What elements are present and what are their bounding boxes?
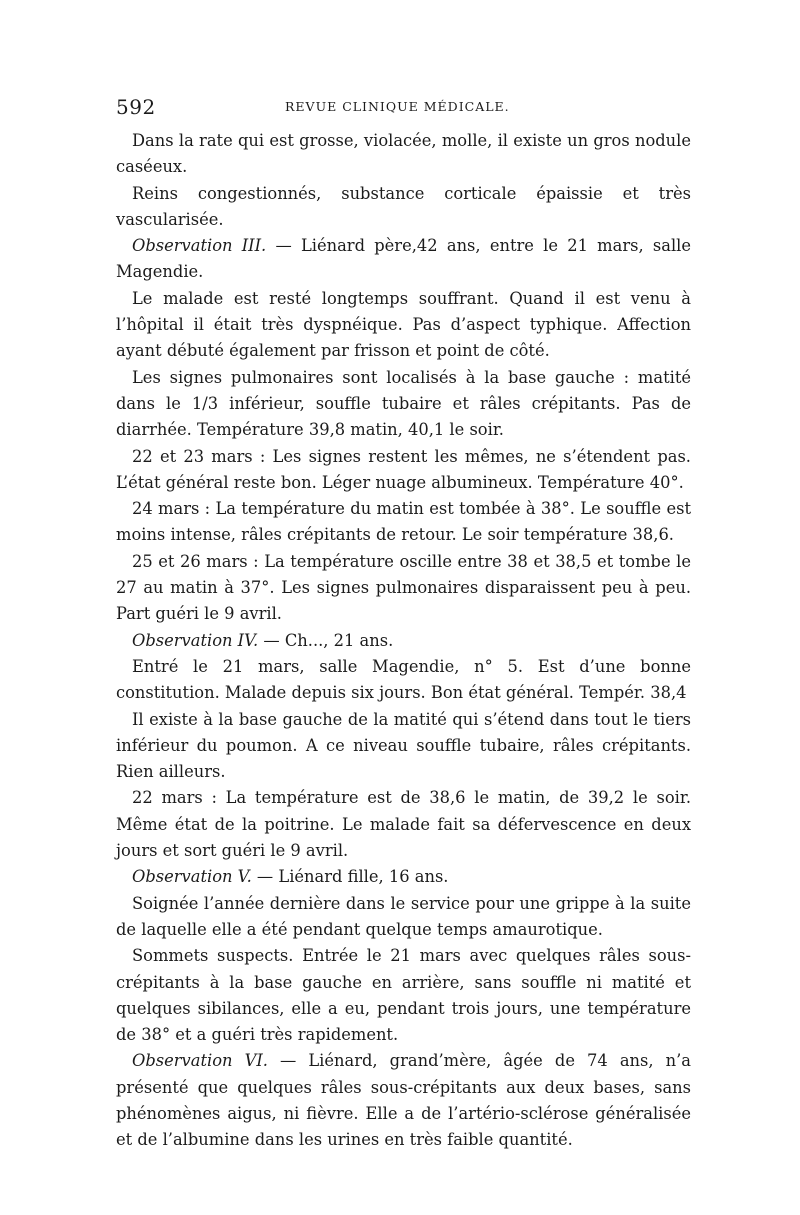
paragraph: Reins congestionnés, substance corticale épaissie et très vascularisée.	[116, 183, 691, 229]
observation-title: Observation III.	[132, 236, 267, 256]
page-number: 592	[116, 95, 156, 119]
body-text	[116, 128, 691, 1154]
paragraph: Entré le 21 mars, salle Magendie, n° 5. Est d’une bonne constitution. Malade depuis six jours. Bon état général. Tempér. 38,4	[116, 656, 691, 703]
paragraph: Le malade est resté longtemps souffrant. Quand il est venu à l’hôpital il était très dyspnéique. Pas d’aspect typhique. Affection ayant débuté également par frisson et point de côté.	[116, 288, 691, 361]
observation-title: Observation VI.	[132, 1051, 268, 1071]
paragraph: Les signes pulmonaires sont localisés à la base gauche : matité dans le 1/3 inférieur, souffle tubaire et râles crépitants. Pas de diarrhée. Température 39,8 matin, 40,1 le soir.	[116, 367, 691, 440]
running-head: REVUE CLINIQUE MÉDICALE.	[285, 99, 510, 114]
observation-title: Observation IV.	[132, 630, 259, 650]
paragraph: Il existe à la base gauche de la matité qui s’étend dans tout le tiers inférieur du poumon. A ce niveau souffle tubaire, râles crépitants. Rien ailleurs.	[116, 709, 691, 782]
paragraph: 24 mars : La température du matin est tombée à 38°. Le souffle est moins intense, râles crépitants de retour. Le soir température 38,6.	[116, 499, 691, 545]
paragraph: Sommets suspects. Entrée le 21 mars avec quelques râles sous-crépitants à la base gauche en arrière, sans souffle ni matité et quelques sibilances, elle a eu, pendant trois jours, une température de 38° et a guéri très rapidement.	[116, 946, 691, 1045]
observation-heading-paragraph: Observation IV. — Ch..., 21 ans.	[132, 630, 394, 650]
paragraph: 25 et 26 mars : La température oscille entre 38 et 38,5 et tombe le 27 au matin à 37°. Les signes pulmonaires disparaissent peu à peu. Part guéri le 9 avril.	[116, 551, 691, 624]
paragraph: Soignée l’année dernière dans le service pour une grippe à la suite de laquelle elle a été pendant quelque temps amaurotique.	[116, 893, 691, 939]
paragraph: Dans la rate qui est grosse, violacée, molle, il existe un gros nodule caséeux.	[116, 131, 691, 177]
observation-title: Observation V.	[132, 867, 252, 887]
observation-heading-paragraph: Observation III. — Liénard père,42 ans, entre le 21 mars, salle Magendie.	[116, 236, 691, 282]
paragraph: 22 mars : La température est de 38,6 le matin, de 39,2 le soir. Même état de la poitrine. Le malade fait sa défervescence en deux jours et sort guéri le 9 avril.	[116, 788, 691, 861]
observation-heading-paragraph: Observation V. — Liénard fille, 16 ans.	[132, 867, 449, 887]
observation-heading-paragraph: Observation VI. — Liénard, grand’mère, âgée de 74 ans, n’a présenté que quelques râles sous-crépitants aux deux bases, sans phénomènes aigus, ni fièvre. Elle a de l’artério-sclérose généralisée et de l’albumine dans les urines en très faible quantité.	[116, 1051, 691, 1150]
page-header	[116, 95, 691, 121]
paragraph: 22 et 23 mars : Les signes restent les mêmes, ne s’étendent pas. L’état général reste bon. Léger nuage albumineux. Température 40°.	[116, 446, 691, 492]
